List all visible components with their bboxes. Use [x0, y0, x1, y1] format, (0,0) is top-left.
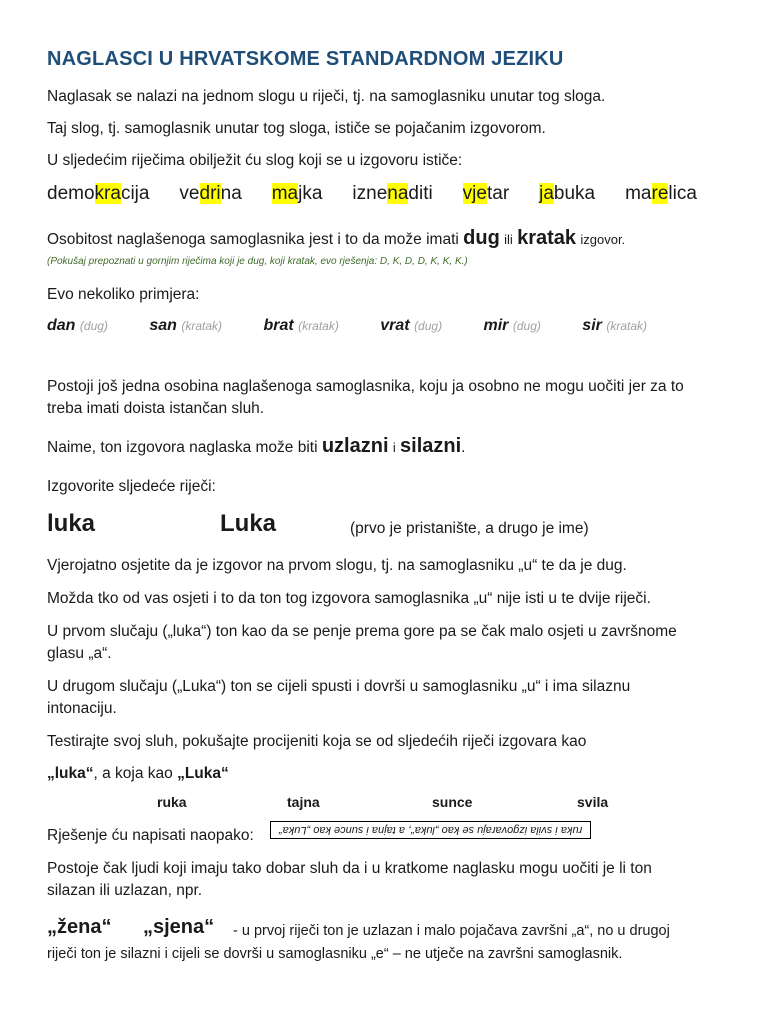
test-word: sunce: [432, 794, 473, 810]
upside-down-solution: ruka i svila izgovaraju se kao „luka“, a tajna i sunce kao „Luka“: [279, 824, 583, 836]
paragraph-2: Taj slog, tj. samoglasnik unutar tog sloga, ističe se pojačanim izgovorom.: [47, 120, 546, 137]
stressed-syllable: na: [387, 183, 409, 204]
paragraph-7: Naime, ton izgovora naglaska može biti uzlazni i silazni.: [47, 435, 466, 457]
stressed-syllable: vje: [462, 183, 487, 204]
page-title: NAGLASCI U HRVATSKOME STANDARDNOM JEZIKU: [47, 48, 564, 70]
paragraph-4: Osobitost naglašenoga samoglasnika jest i to da može imati dug ili kratak izgovor.: [47, 227, 626, 249]
example-item: brat (kratak): [263, 317, 339, 334]
test-word: ruka: [157, 794, 187, 810]
paragraph-1: Naglasak se nalazi na jednom slogu u riječi, tj. na samoglasniku unutar tog sloga.: [47, 88, 606, 105]
stress-word: iznenaditi: [352, 183, 433, 204]
stress-word: vedrina: [179, 183, 242, 204]
hint-note: (Pokušaj prepoznati u gornjim riječima koji je dug, koji kratak, evo rješenja: D, K, D, D, K, K, K.): [47, 256, 468, 267]
stressed-syllable: re: [651, 183, 669, 204]
paragraph-11b: glasu „a“.: [47, 645, 112, 662]
stressed-syllable: dri: [199, 183, 221, 204]
paragraph-17a: - u prvoj riječi ton je uzlazan i malo pojačava završni „a“, no u drugoj: [233, 923, 670, 939]
word-luka-lower: luka: [47, 510, 96, 537]
stressed-syllable: ma: [271, 183, 299, 204]
stressed-syllable: kra: [94, 183, 121, 204]
paragraph-3: U sljedećim riječima obilježit ću slog koji se u izgovoru ističe:: [47, 152, 463, 169]
paragraph-9: Vjerojatno osjetite da je izgovor na prvom slogu, tj. na samoglasniku „u“ te da je dug.: [47, 557, 627, 574]
paragraph-6a: Postoji još jedna osobina naglašenoga samoglasnika, koju ja osobno ne mogu uočiti jer za to: [47, 378, 684, 395]
paragraph-10: Možda tko od vas osjeti i to da ton tog izgovora samoglasnika „u“ nije isti u te dvije riječi.: [47, 590, 651, 607]
example-item: san (kratak): [149, 317, 223, 334]
stress-word: demokracija: [47, 183, 150, 204]
paragraph-17b: riječi ton je silazni i cijeli se dovrši u samoglasniku „e“ – ne utječe na završni samoglasnik.: [47, 946, 623, 962]
paragraph-11a: U prvom slučaju („luka“) ton kao da se penje prema gore pa se čak malo osjeti u završnome: [47, 623, 677, 640]
word-kratak: kratak: [517, 227, 577, 249]
paragraph-13: Testirajte svoj sluh, pokušajte procijeniti koja se od sljedećih riječi izgovara kao: [47, 733, 587, 750]
paragraph-6b: treba imati doista istančan sluh.: [47, 400, 265, 417]
luka-note: (prvo je pristanište, a drugo je ime): [350, 520, 589, 537]
paragraph-12a: U drugom slučaju („Luka“) ton se cijeli spusti i dovrši u samoglasniku „u“ i ima silaznu: [47, 678, 631, 695]
word-sjena: „sjena“: [143, 916, 215, 938]
paragraph-8: Izgovorite sljedeće riječi:: [47, 478, 216, 495]
stress-word: vjetar: [462, 183, 510, 204]
stress-word: jabuka: [539, 183, 596, 204]
word-luka-upper: Luka: [220, 510, 277, 537]
word-zena: „žena“: [47, 916, 112, 938]
paragraph-5: Evo nekoliko primjera:: [47, 286, 200, 303]
stress-word: marelica: [625, 183, 697, 204]
stressed-syllable: ja: [539, 183, 554, 204]
upside-down-solution-box: [270, 821, 591, 839]
example-item: vrat (dug): [380, 317, 443, 334]
word-dug: dug: [463, 227, 500, 249]
paragraph-16b: silazan ili uzlazan, npr.: [47, 882, 203, 899]
test-word: svila: [577, 794, 609, 810]
example-item: dan (dug): [47, 317, 108, 334]
paragraph-14: „luka“, a koja kao „Luka“: [47, 765, 229, 782]
example-item: sir (kratak): [582, 317, 647, 334]
paragraph-15: Rješenje ću napisati naopako:: [47, 827, 254, 844]
stress-words-row: [47, 183, 697, 205]
word-uzlazni: uzlazni: [321, 435, 389, 457]
test-word: tajna: [287, 794, 320, 810]
paragraph-12b: intonaciju.: [47, 700, 117, 717]
stress-word: majka: [271, 183, 323, 204]
paragraph-16a: Postoje čak ljudi koji imaju tako dobar sluh da i u kratkome naglasku mogu uočiti je li ton: [47, 860, 652, 877]
example-item: mir (dug): [483, 317, 541, 334]
examples-row: [47, 317, 647, 335]
word-silazni: silazni: [400, 435, 462, 457]
